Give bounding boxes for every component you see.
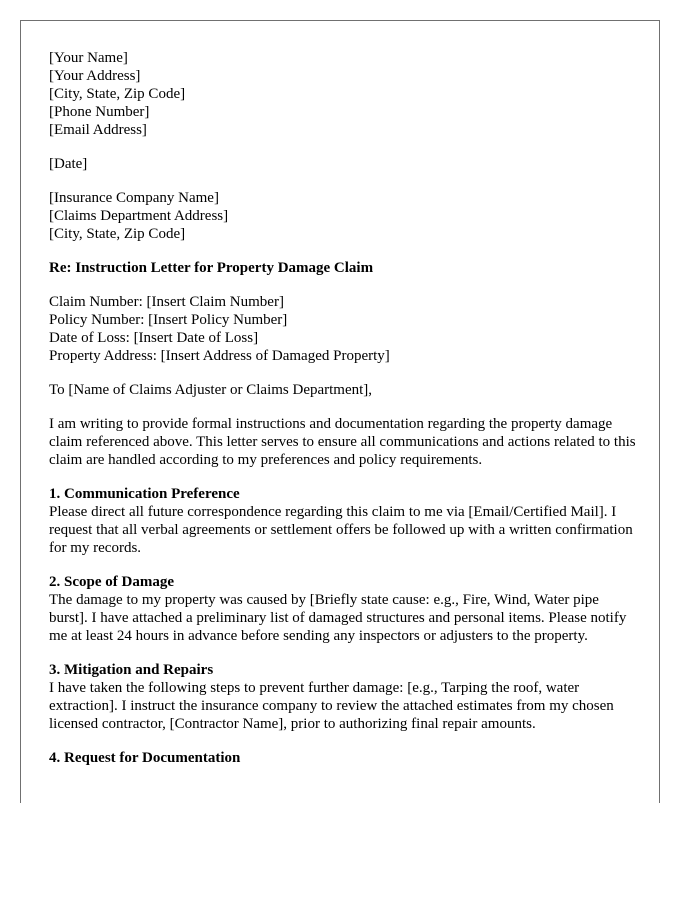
section-body: Please direct all future correspondence regarding this claim to me via [Email/Certified Mail]. I request that all verbal agreements or settlement offers be followed up with a written confirmation for my records. (49, 504, 633, 556)
sender-name: [Your Name] (49, 50, 128, 66)
recipient-company: [Insurance Company Name] (49, 190, 219, 206)
sender-block (49, 49, 639, 139)
recipient-block (49, 189, 639, 243)
section-body: The damage to my property was caused by [Briefly state cause: e.g., Fire, Wind, Water pipe burst]. I have attached a preliminary list of damaged structures and personal items. Please notify me at least 24 hours in advance before sending any inspectors or adjusters to the property. (49, 592, 627, 644)
recipient-city-state-zip: [City, State, Zip Code] (49, 226, 186, 242)
salutation: To [Name of Claims Adjuster or Claims Department], (49, 382, 373, 398)
section-heading: 4. Request for Documentation (49, 750, 241, 766)
date-of-loss: Date of Loss: [Insert Date of Loss] (49, 330, 259, 346)
claim-info-block (49, 293, 639, 365)
date-block (49, 155, 639, 173)
section-heading: 2. Scope of Damage (49, 574, 174, 590)
section-mitigation-and-repairs (49, 661, 639, 733)
property-address: Property Address: [Insert Address of Damaged Property] (49, 348, 390, 364)
intro-block (49, 415, 639, 469)
intro-paragraph: I am writing to provide formal instructions and documentation regarding the property damage claim referenced above. This letter serves to ensure all communications and actions related to this claim are handled according to my preferences and policy requirements. (49, 416, 636, 468)
sender-city-state-zip: [City, State, Zip Code] (49, 86, 186, 102)
salutation-block (49, 381, 639, 399)
sender-address: [Your Address] (49, 68, 141, 84)
policy-number: Policy Number: [Insert Policy Number] (49, 312, 288, 328)
letter-page (20, 20, 660, 803)
sender-email: [Email Address] (49, 122, 147, 138)
letter-body (49, 49, 639, 783)
section-heading: 3. Mitigation and Repairs (49, 662, 214, 678)
claim-number: Claim Number: [Insert Claim Number] (49, 294, 284, 310)
sender-phone: [Phone Number] (49, 104, 150, 120)
section-scope-of-damage (49, 573, 639, 645)
section-heading: 1. Communication Preference (49, 486, 240, 502)
section-communication-preference (49, 485, 639, 557)
section-body: I have taken the following steps to prevent further damage: [e.g., Tarping the roof, water extraction]. I instruct the insurance company to review the attached estimates from my chosen licensed contractor, [Contractor Name], prior to authorizing final repair amounts. (49, 680, 614, 732)
letter-date: [Date] (49, 156, 88, 172)
subject-line: Re: Instruction Letter for Property Damage Claim (49, 260, 374, 276)
section-request-for-documentation (49, 749, 639, 767)
recipient-address: [Claims Department Address] (49, 208, 229, 224)
